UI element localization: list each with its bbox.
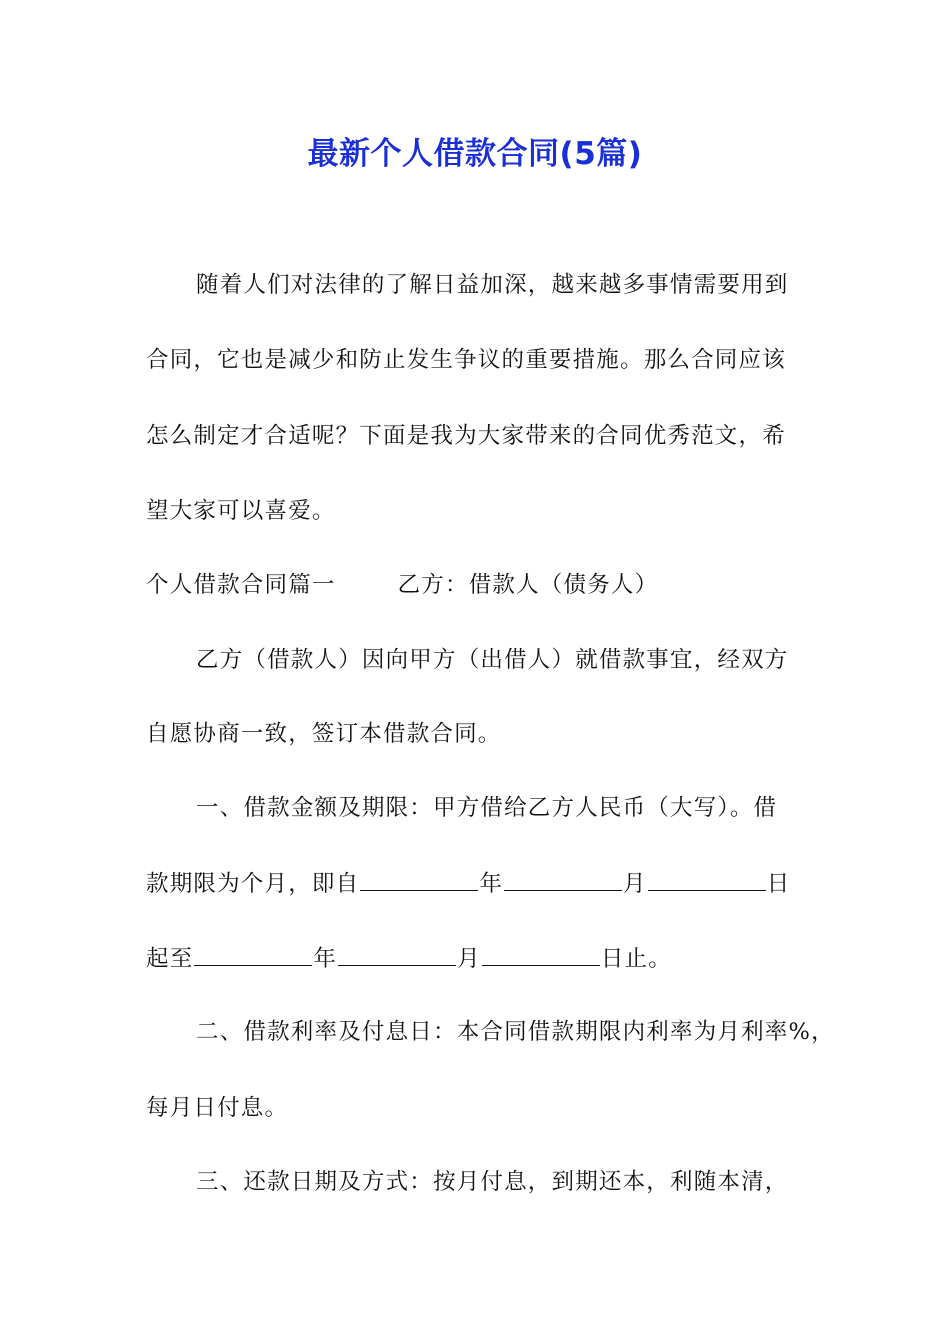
section-heading-row <box>146 568 658 602</box>
intro-line-4: 望大家可以喜爱。 <box>146 498 336 524</box>
clause3-line-1: 三、还款日期及方式：按月付息，到期还本，利随本清， <box>196 1169 789 1195</box>
agreement-line-2: 自愿协商一致，签订本借款合同。 <box>146 721 502 747</box>
clause1-line-1: 一、借款金额及期限：甲方借给乙方人民币（大写）。借 <box>196 795 778 821</box>
day-end-label: 日止。 <box>600 946 672 972</box>
clause1-line-2 <box>146 866 790 900</box>
month-label: 月 <box>457 946 481 972</box>
start-year-blank[interactable] <box>360 866 478 891</box>
clause2-line-2: 每月日付息。 <box>146 1095 289 1121</box>
end-day-blank[interactable] <box>482 941 600 966</box>
start-month-blank[interactable] <box>504 866 622 891</box>
section-heading: 个人借款合同篇一 <box>146 572 336 598</box>
intro-line-3: 怎么制定才合适呢？下面是我为大家带来的合同优秀范文，希 <box>146 423 786 449</box>
clause1-term-text: 款期限为个月，即自 <box>146 871 360 897</box>
end-year-blank[interactable] <box>194 941 312 966</box>
clause1-until-text: 起至 <box>146 946 194 972</box>
document-title: 最新个人借款合同(5篇) <box>307 136 643 172</box>
month-label: 月 <box>623 871 647 897</box>
clause1-line-3 <box>146 941 672 975</box>
year-label: 年 <box>479 871 504 897</box>
party-b-label: 乙方：借款人（债务人） <box>397 572 659 598</box>
intro-line-1: 随着人们对法律的了解日益加深，越来越多事情需要用到 <box>196 272 789 298</box>
end-month-blank[interactable] <box>338 941 456 966</box>
intro-line-2: 合同，它也是减少和防止发生争议的重要措施。那么合同应该 <box>146 347 786 373</box>
year-label: 年 <box>313 946 338 972</box>
clause2-line-1: 二、借款利率及付息日：本合同借款期限内利率为月利率%， <box>196 1019 835 1045</box>
day-label: 日 <box>766 871 791 897</box>
agreement-line-1: 乙方（借款人）因向甲方（出借人）就借款事宜，经双方 <box>196 647 789 673</box>
start-day-blank[interactable] <box>648 866 766 891</box>
